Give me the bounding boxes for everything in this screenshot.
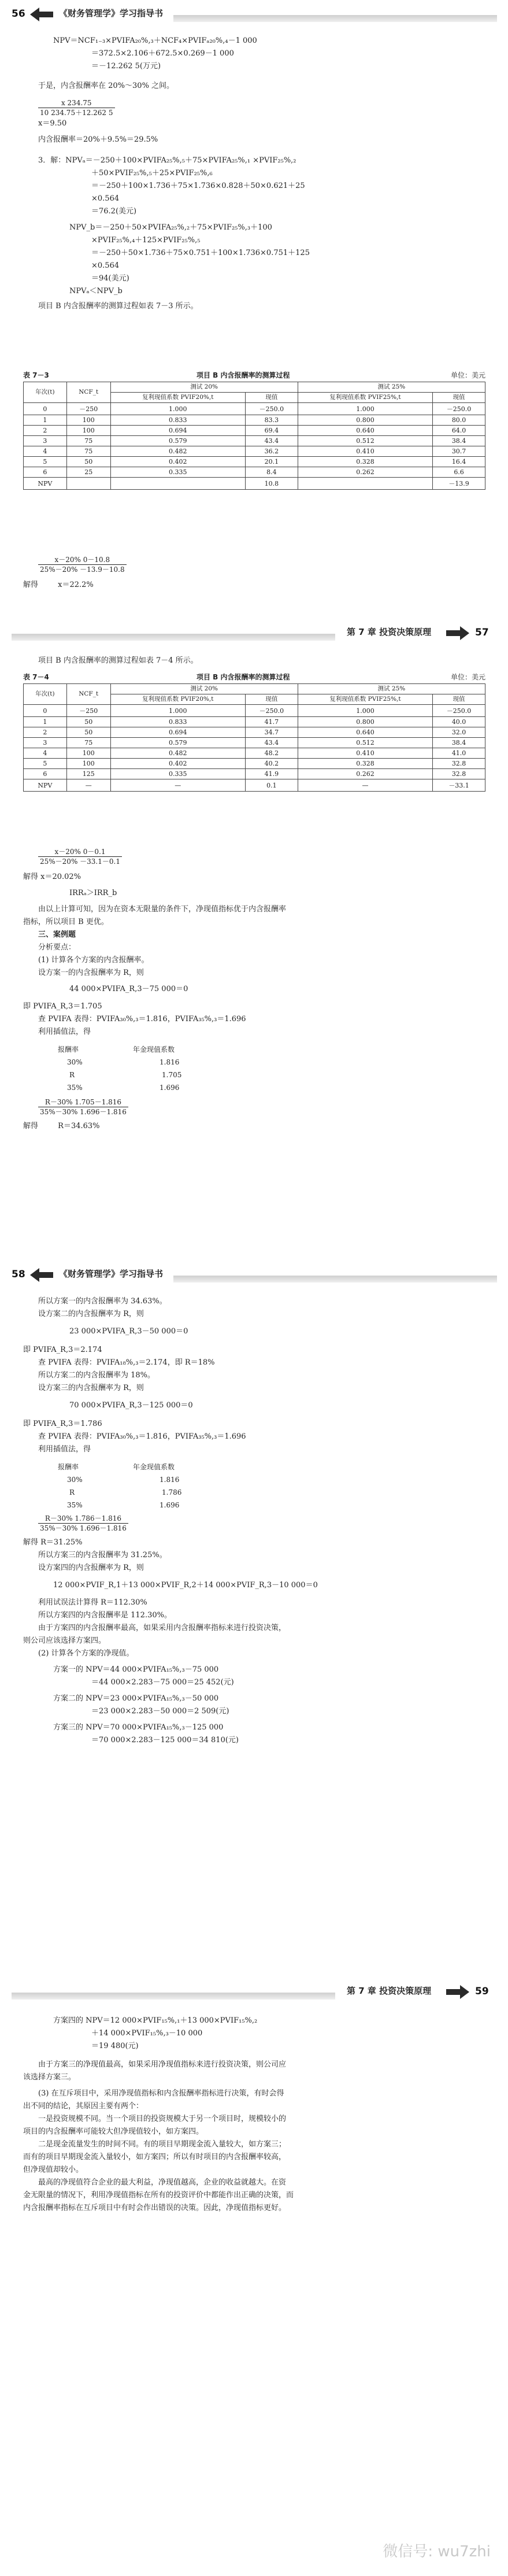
text-line: ＝44 000×2.283－75 000＝25 452(元): [91, 1678, 234, 1687]
table-row: [24, 478, 485, 490]
table-cell: 0.512: [298, 738, 432, 748]
text-line: 查 PVIFA 表得：PVIFA₃₀%,₃＝1.816，PVIFA₃₅%,₃＝1.696: [38, 1432, 246, 1441]
table-cell: 0.328: [298, 457, 432, 467]
table-cell: 6: [24, 769, 67, 779]
interp-cell: 1.696: [160, 1084, 180, 1092]
fraction-denominator: 35%－30% 1.696－1.816: [40, 1524, 127, 1532]
header-title: 《财务管理学》学习指导书: [59, 1269, 164, 1279]
table-cell: NPV: [24, 478, 67, 490]
text-line: x＝9.50: [38, 119, 67, 128]
text-line: 由以上计算可知，因为在资本无限量的条件下，净现值指标优于内含报酬率: [38, 905, 287, 914]
table-row: [24, 705, 485, 717]
text-line: NPV＝NCF₁₋₃×PVIFA₂₀%,₃＋NCF₄×PVIFₐ₂₀%,₄－1 000: [53, 36, 257, 45]
table-cell: 1.000: [110, 403, 245, 415]
table-cell: 125: [66, 769, 110, 779]
fraction-denominator: 25%－20% －13.9－10.8: [40, 566, 125, 574]
table-row: [24, 748, 485, 759]
page-58: [0, 1261, 508, 1745]
table-unit: 单位：美元: [450, 673, 485, 681]
table-cell: 40.2: [245, 759, 298, 769]
table-row: [24, 467, 485, 478]
table-row: [24, 436, 485, 446]
text-line: 解得 R＝31.25%: [23, 1538, 83, 1547]
column-header: 现值: [433, 393, 485, 403]
text-line: ＝70 000×2.283－125 000＝34 810(元): [91, 1736, 239, 1745]
column-header: 测试 20%: [110, 382, 298, 393]
table-row: [24, 426, 485, 436]
text-line: (3) 在互斥项目中，采用净现值指标和内含报酬率指标进行决策，有时会得: [38, 2089, 284, 2098]
text-line: 44 000×PVIFA_R,3－75 000＝0: [69, 985, 188, 993]
text-line: 利用插值法，得: [38, 1445, 91, 1454]
page-number: 57: [475, 627, 489, 638]
table-cell: －250: [66, 705, 110, 717]
text-line: (2) 计算各个方案的净现值。: [38, 1649, 134, 1658]
table-cell: 34.7: [245, 727, 298, 738]
table-cell: NPV: [24, 779, 67, 792]
text-line: 则公司应该选择方案四。: [23, 1636, 106, 1645]
text-line: 查 PVIFA 表得：PVIFA₃₀%,₃＝1.816，PVIFA₃₅%,₃＝1.696: [38, 1015, 246, 1023]
text-line: ＝94(美元): [91, 274, 129, 283]
table-cell: 0.328: [298, 759, 432, 769]
equation-fraction: [23, 847, 485, 866]
table-cell: 0: [24, 403, 67, 415]
table-cell: 0.335: [110, 769, 245, 779]
text-line: 所以方案三的内含报酬率为 31.25%。: [38, 1551, 167, 1559]
text-line: ＋50×PVIF₂₅%,₅＋25×PVIF₂₅%,₆: [91, 169, 213, 178]
table-caption: 表 7－4: [23, 673, 49, 681]
answer-value: x＝22.2%: [58, 581, 94, 589]
left-arrow-icon: [29, 1266, 54, 1284]
table-cell: 6.6: [433, 467, 485, 478]
text-line: 方案四的 NPV＝12 000×PVIF₁₅%,₁＋13 000×PVIF₁₅%,₂: [53, 2016, 258, 2025]
table-cell: 38.4: [433, 738, 485, 748]
column-header: 复利现值系数 PVIF25%,t: [298, 694, 432, 705]
table-cell: 75: [66, 738, 110, 748]
text-line: 于是，内含报酬率在 20%～30% 之间。: [38, 82, 175, 90]
table-cell: 0.694: [110, 727, 245, 738]
text-line: 内含报酬率指标在互斥项目中有时会作出错误的决策。因此，净现值指标更好。: [23, 2204, 287, 2212]
table-cell: 0.694: [110, 426, 245, 436]
table-row: [24, 457, 485, 467]
table-row: [24, 403, 485, 415]
table-cell: 36.2: [245, 446, 298, 457]
text-line: 解得 x＝20.02%: [23, 873, 81, 881]
table-cell: —: [66, 779, 110, 792]
text-line: 方案一的 NPV＝44 000×PVIFA₁₅%,₃－75 000: [53, 1665, 219, 1674]
answer-label: 解得: [23, 581, 39, 589]
text-line: 12 000×PVIF_R,1＋13 000×PVIF_R,2＋14 000×PVIF_R,3－10 000＝0: [53, 1581, 318, 1590]
column-header: 测试 25%: [298, 684, 485, 694]
text-line: 即 PVIFA_R,3＝2.174: [23, 1346, 102, 1354]
table-cell: 1.000: [110, 705, 245, 717]
table-cell: 16.4: [433, 457, 485, 467]
table-cell: －13.9: [433, 478, 485, 490]
table-cell: 0.262: [298, 769, 432, 779]
interpolation-table: [58, 1461, 266, 1511]
text-line: ＝76.2(美元): [91, 207, 137, 216]
fraction-numerator: x－20% 0－10.8: [38, 555, 127, 565]
table-cell: 1.000: [298, 403, 432, 415]
column-header: 复利现值系数 PVIF20%,t: [110, 393, 245, 403]
equation-fraction: [23, 1514, 485, 1533]
table-cell: [66, 478, 110, 490]
table-cell: 32.8: [433, 769, 485, 779]
text-line: 项目 B 内含报酬率的测算过程如表 7－4 所示。: [38, 656, 198, 665]
table-body: [24, 403, 485, 490]
page-56: [0, 0, 508, 589]
text-line: 由于方案四的内含报酬率最高，如果采用内含报酬率指标来进行投资决策，: [38, 1624, 287, 1632]
header-title: 《财务管理学》学习指导书: [59, 8, 164, 19]
header-rule: [12, 1993, 335, 2000]
equation-fraction: [23, 98, 485, 117]
text-line: (1) 计算各个方案的内含报酬率。: [38, 956, 149, 964]
table-cell: 41.0: [433, 748, 485, 759]
text-line: 但净现值却较小。: [23, 2165, 84, 2174]
text-line: ＝－250＋100×1.736＋75×1.736×0.828＋50×0.621＋25: [91, 182, 305, 190]
left-arrow-icon: [29, 6, 54, 23]
interp-cell: 1.816: [160, 1476, 180, 1484]
fraction-numerator: R－30% 1.786－1.816: [38, 1514, 128, 1524]
table-row: [24, 727, 485, 738]
table-cell: 4: [24, 446, 67, 457]
text-line: 所以方案四的内含报酬率是 112.30%。: [38, 1611, 172, 1620]
table-cell: 0.1: [245, 779, 298, 792]
column-header: 年次(t): [24, 382, 67, 403]
table-cell: 69.4: [245, 426, 298, 436]
table-cell: 4: [24, 748, 67, 759]
table-cell: －33.1: [433, 779, 485, 792]
answer-label: 解得: [23, 1122, 39, 1130]
text-line: ＋14 000×PVIF₁₅%,₃－10 000: [91, 2029, 203, 2038]
table-cell: 41.9: [245, 769, 298, 779]
page-body: [23, 847, 485, 1133]
column-header: 现值: [245, 393, 298, 403]
table-cell: 100: [66, 415, 110, 426]
table-cell: [110, 478, 245, 490]
column-header: NCF_t: [66, 684, 110, 705]
table-cell: 40.0: [433, 717, 485, 727]
interp-cell: 30%: [67, 1476, 83, 1484]
table-cell: 0.410: [298, 748, 432, 759]
interp-cell: 30%: [67, 1058, 83, 1066]
table-unit: 单位：美元: [450, 371, 485, 379]
fraction-denominator: 10 234.75＋12.262 5: [40, 109, 113, 117]
column-header: 现值: [433, 694, 485, 705]
table-cell: 0.579: [110, 738, 245, 748]
table-cell: 43.4: [245, 738, 298, 748]
table-cell: －250.0: [433, 705, 485, 717]
page-body: [23, 1295, 485, 1747]
text-line: ×0.564: [91, 261, 120, 270]
table-cell: 50: [66, 717, 110, 727]
table-cell: 41.7: [245, 717, 298, 727]
answer-value: R＝34.63%: [58, 1122, 100, 1130]
text-line: 3．解：NPVₐ＝－250＋100×PVIFA₂₅%,₅＋75×PVIFA₂₅%,₁ ×PVIF₂₅%,₂: [38, 156, 296, 165]
table-cell: 75: [66, 446, 110, 457]
page-number: 59: [475, 1986, 489, 1997]
right-arrow-icon: [445, 624, 470, 642]
page-header: [0, 0, 508, 32]
text-line: 该选择方案三。: [23, 2073, 76, 2082]
table-cell: 0.402: [110, 759, 245, 769]
table-row: [24, 738, 485, 748]
table-cell: 100: [66, 759, 110, 769]
fraction-numerator: x 234.75: [38, 98, 115, 108]
equation-fraction: [23, 555, 485, 574]
table-cell: 100: [66, 748, 110, 759]
section-heading: 三、案例题: [38, 930, 76, 939]
page-number: 56: [12, 8, 25, 20]
table-title: 项目 B 内含报酬率的测算过程: [196, 371, 290, 379]
text-line: 方案二的 NPV＝23 000×PVIFA₁₅%,₃－50 000: [53, 1694, 219, 1703]
column-header: NCF_t: [66, 382, 110, 403]
table-row: [24, 446, 485, 457]
right-arrow-icon: [445, 1983, 470, 2001]
table-block: [23, 672, 485, 792]
table-caption: 表 7－3: [23, 371, 49, 379]
table-cell: [298, 478, 432, 490]
table-row: [24, 415, 485, 426]
interp-cell: 1.696: [160, 1501, 180, 1509]
text-line: 所以方案二的内含报酬率为 18%。: [38, 1371, 155, 1380]
text-line: 指标，所以项目 B 更优。: [23, 918, 109, 926]
table-cell: 75: [66, 436, 110, 446]
data-table: [23, 382, 485, 490]
table-cell: 0.800: [298, 717, 432, 727]
text-line: 方案三的 NPV＝70 000×PVIFA₁₅%,₃－125 000: [53, 1723, 224, 1732]
text-line: 利用插值法，得: [38, 1028, 91, 1036]
table-cell: 1: [24, 717, 67, 727]
table-cell: 1.000: [298, 705, 432, 717]
text-line: ＝19 480(元): [91, 2042, 139, 2050]
column-header: 年次(t): [24, 684, 67, 705]
fraction-numerator: R－30% 1.705－1.816: [38, 1097, 128, 1107]
table-cell: －250.0: [245, 705, 298, 717]
text-line: 由于方案三的净现值最高，如果采用净现值指标来进行投资决策，则公司应: [38, 2060, 287, 2069]
page-header: [0, 1261, 508, 1293]
text-line: 即 PVIFA_R,3＝1.786: [23, 1420, 102, 1428]
interp-header: 报酬率: [58, 1045, 79, 1054]
table-cell: 0.512: [298, 436, 432, 446]
text-line: 项目的内含报酬率可能较大但净现值较小，如方案四。: [23, 2127, 204, 2136]
interp-cell: 35%: [67, 1501, 83, 1509]
text-line: 利用试误法计算得 R＝112.30%: [38, 1598, 147, 1607]
table-cell: 30.7: [433, 446, 485, 457]
interp-cell: 1.705: [162, 1071, 182, 1079]
table-cell: 0.640: [298, 727, 432, 738]
table-cell: －250.0: [245, 403, 298, 415]
interp-cell: R: [69, 1071, 75, 1079]
header-rule: [173, 15, 497, 22]
header-rule: [173, 1276, 497, 1283]
table-cell: 0.640: [298, 426, 432, 436]
table-cell: 20.1: [245, 457, 298, 467]
interp-header: 报酬率: [58, 1463, 79, 1471]
table-cell: —: [110, 779, 245, 792]
page-59: [0, 1978, 508, 2212]
page-body: [23, 2015, 485, 2215]
header-title: 第 7 章 投资决策原理: [347, 1986, 432, 1996]
column-header: 测试 25%: [298, 382, 485, 393]
text-line: ＝－250＋50×1.736＋75×0.751＋100×1.736×0.751＋125: [91, 249, 310, 257]
interp-cell: R: [69, 1488, 75, 1496]
table-row: [24, 779, 485, 792]
table-cell: 32.0: [433, 727, 485, 738]
text-line: 而有的项目早期现金流入量较小，如方案四；所以有时项目的内含报酬率较高，: [23, 2153, 287, 2161]
data-table: [23, 683, 485, 792]
fraction-denominator: 25%－20% －33.1－0.1: [40, 858, 120, 866]
header-rule: [12, 634, 335, 641]
table-title: 项目 B 内含报酬率的测算过程: [196, 673, 290, 681]
page-body-2: [23, 555, 485, 592]
fraction-denominator: 35%－30% 1.696－1.816: [40, 1108, 127, 1116]
interp-header: 年金现值系数: [133, 1463, 175, 1471]
fraction-numerator: x－20% 0－0.1: [38, 847, 122, 857]
text-line: 项目 B 内含报酬率的测算过程如表 7－3 所示。: [38, 302, 198, 311]
text-line: 设方案一的内含报酬率为 R，则: [38, 969, 144, 977]
table-cell: 48.2: [245, 748, 298, 759]
table-cell: 43.4: [245, 436, 298, 446]
table-cell: 0.579: [110, 436, 245, 446]
interp-cell: 1.816: [160, 1058, 180, 1066]
table-cell: 0.262: [298, 467, 432, 478]
column-header: 现值: [245, 694, 298, 705]
text-line: 70 000×PVIFA_R,3－125 000＝0: [69, 1401, 193, 1410]
text-line: 最高的净现值符合企业的最大利益，净现值越高，企业的收益就越大。在资: [38, 2178, 287, 2187]
table-cell: 38.4: [433, 436, 485, 446]
table-cell: 100: [66, 426, 110, 436]
text-line: 设方案三的内含报酬率为 R，则: [38, 1384, 144, 1392]
table-cell: 6: [24, 467, 67, 478]
table-row: [24, 759, 485, 769]
table-cell: 80.0: [433, 415, 485, 426]
text-line: NPV_b＝－250＋50×PVIFA₂₅%,₂＋75×PVIF₂₅%,₃＋100: [69, 223, 272, 232]
table-cell: 0: [24, 705, 67, 717]
table-cell: 64.0: [433, 426, 485, 436]
interp-cell: 35%: [67, 1084, 83, 1092]
table-cell: 1: [24, 415, 67, 426]
page-57: [0, 619, 508, 1130]
header-title: 第 7 章 投资决策原理: [347, 627, 432, 637]
text-line: 分析要点：: [38, 943, 76, 952]
interpolation-table: [58, 1043, 266, 1094]
table-row: [24, 769, 485, 779]
text-line: 设方案四的内含报酬率为 R，则: [38, 1564, 144, 1572]
text-line: ×0.564: [91, 194, 120, 203]
table-cell: 5: [24, 457, 67, 467]
table-row: [24, 717, 485, 727]
table-cell: 0.402: [110, 457, 245, 467]
text-line: 所以方案一的内含报酬率为 34.63%。: [38, 1297, 167, 1306]
text-line: ＝23 000×2.283－50 000＝2 509(元): [91, 1707, 229, 1716]
watermark: 微信号: wu7zhi: [383, 2543, 491, 2560]
table-cell: 50: [66, 727, 110, 738]
table-cell: 2: [24, 426, 67, 436]
equation-fraction: [23, 1097, 485, 1117]
page-header: [0, 619, 508, 651]
table-body: [24, 705, 485, 792]
interp-cell: 1.786: [162, 1488, 182, 1496]
text-line: 即 PVIFA_R,3＝1.705: [23, 1002, 102, 1011]
column-header: 复利现值系数 PVIF20%,t: [110, 694, 245, 705]
table-cell: 0.482: [110, 446, 245, 457]
table-cell: 25: [66, 467, 110, 478]
table-cell: 50: [66, 457, 110, 467]
text-line: ＝372.5×2.106＋672.5×0.269－1 000: [91, 49, 234, 58]
text-line: 23 000×PVIFA_R,3－50 000＝0: [69, 1327, 188, 1336]
table-cell: 0.335: [110, 467, 245, 478]
text-line: 出不同的结论，其原因主要有两个：: [23, 2102, 144, 2111]
text-line: 金无限量的情况下，利用净现值指标在所有的投资评价中都能作出正确的决策，而: [23, 2191, 294, 2200]
table-cell: 83.3: [245, 415, 298, 426]
table-cell: 0.800: [298, 415, 432, 426]
interp-header: 年金现值系数: [133, 1045, 175, 1054]
table-block: [23, 370, 485, 490]
table-cell: 32.8: [433, 759, 485, 769]
table-cell: 0.410: [298, 446, 432, 457]
table-cell: 8.4: [245, 467, 298, 478]
table-cell: 0.833: [110, 717, 245, 727]
table-cell: 10.8: [245, 478, 298, 490]
text-line: ×PVIF₂₅%,₄＋125×PVIF₂₅%,₅: [91, 236, 201, 245]
column-header: 复利现值系数 PVIF25%,t: [298, 393, 432, 403]
table-cell: —: [298, 779, 432, 792]
table-cell: 3: [24, 738, 67, 748]
text-line: 内含报酬率＝20%＋9.5%＝29.5%: [38, 135, 158, 144]
text-line: NPVₐ＜NPV_b: [69, 287, 123, 295]
table-cell: 5: [24, 759, 67, 769]
page-number: 58: [12, 1269, 25, 1280]
text-line: 一是投资规模不同。当一个项目的投资规模大于另一个项目时，规模较小的: [38, 2115, 287, 2123]
text-line: 设方案二的内含报酬率为 R，则: [38, 1310, 144, 1318]
text-line: 二是现金流量发生的时间不同。有的项目早期现金流入量较大，如方案三；: [38, 2140, 287, 2149]
table-cell: 2: [24, 727, 67, 738]
table-cell: －250.0: [433, 403, 485, 415]
text-line: ＝－12.262 5(万元): [91, 62, 161, 71]
text-line: IRRₐ＞IRR_b: [69, 889, 117, 897]
table-cell: －250: [66, 403, 110, 415]
table-cell: 0.482: [110, 748, 245, 759]
column-header: 测试 20%: [110, 684, 298, 694]
table-cell: 3: [24, 436, 67, 446]
page-header: [0, 1978, 508, 2010]
page-body: [23, 35, 485, 313]
table-cell: 0.833: [110, 415, 245, 426]
text-line: 查 PVIFA 表得：PVIFA₁₈%,₃＝2.174，即 R＝18%: [38, 1358, 215, 1367]
